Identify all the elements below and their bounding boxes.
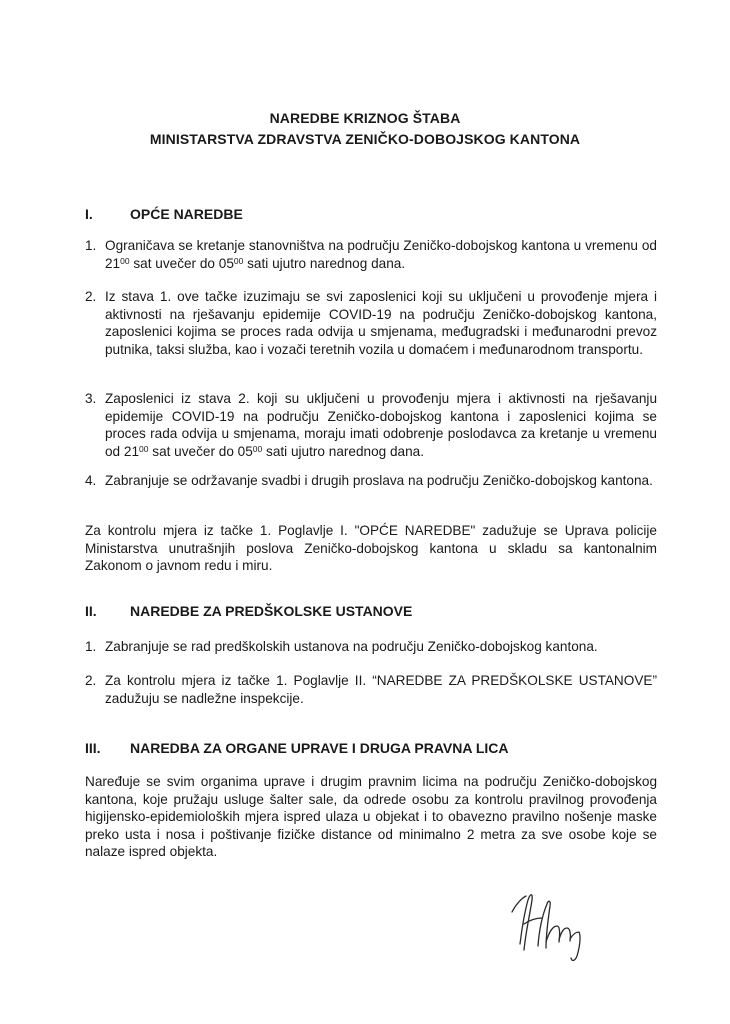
section-2-number: II. <box>85 603 97 619</box>
section-1-number: I. <box>85 206 93 222</box>
section-1-item-3 <box>85 390 657 460</box>
item-number: 1. <box>85 639 97 654</box>
section-3-title: NAREDBA ZA ORGANE UPRAVE I DRUGA PRAVNA LICA <box>130 740 509 756</box>
item-text: Iz stava 1. ove tačke izuzimaju se svi zaposlenici koji su uključeni u provođenje mjera i aktivnosti na rješavanju epidemije COVID-19 na području Zeničko-dobojskog kantona, zaposlenici kojima se proces rada odvija u smjenama, međugradski i međunarodni prevoz putnika, taksi služba, kao i vozači teretnih vozila u domaćem i međunarodnom transportu. <box>105 289 657 357</box>
item-text: Zabranjuje se održavanje svadbi i drugih proslava na području Zeničko-dobojskog kantona. <box>105 473 653 488</box>
item-number: 2. <box>85 289 97 304</box>
item-text: Zaposlenici iz stava 2. koji su uključeni u provođenju mjera i aktivnosti na rješavanju epidemije COVID-19 na području Zeničko-dobojskog kantona i zaposlenici kojima se proces rada odvija u smjenama, moraju imati odobrenje poslodavca za kretanje u vremenu od $21^{00}$ sat uvečer do $05^{00}$ sati ujutro narednog dana. <box>105 391 657 459</box>
section-1-heading <box>85 206 243 222</box>
item-number: 4. <box>85 473 97 488</box>
document-title-line-2: MINISTARSTVA ZDRAVSTVA ZENIČKO-DOBOJSKOG KANTONA <box>149 131 581 147</box>
item-number: 3. <box>85 391 97 406</box>
signature-image <box>502 884 592 964</box>
section-3-number: III. <box>85 740 101 756</box>
document-title-line-1: NAREDBE KRIZNOG ŠTABA <box>269 110 461 126</box>
section-1-item-2 <box>85 288 657 358</box>
section-2-heading <box>85 603 412 619</box>
section-3-heading <box>85 740 509 756</box>
section-3-paragraph: Naređuje se svim organima uprave i drugim pravnim licima na području Zeničko-dobojskog kantona, koje pružaju usluge šalter sale, da odrede osobu za kontrolu pravilnog provođenja higijensko-epidemioloških mjera ispred ulaza u objekat i to obavezno pravilno nošenje maske preko usta i nosa i poštivanje fizičke distance od minimalno 2 metra za sve osobe koje se nalaze ispred objekta. <box>85 774 657 860</box>
section-2-title: NAREDBE ZA PREDŠKOLSKE USTANOVE <box>130 603 413 619</box>
section-1-closing-paragraph: Za kontrolu mjera iz tačke 1. Poglavlje I. "OPĆE NAREDBE" zadužuje se Uprava policije Ministarstva unutrašnjih poslova Zeničko-dobojskog kantona u skladu sa kantonalnim Zakonom o javnom redu i miru. <box>85 523 657 574</box>
section-1-item-1 <box>85 237 657 272</box>
item-text: Zabranjuje se rad predškolskih ustanova na području Zeničko-dobojskog kantona. <box>105 639 598 654</box>
section-1-item-4 <box>85 472 657 490</box>
item-text: Ograničava se kretanje stanovništva na području Zeničko-dobojskog kantona u vremenu od $21^{00}$ sat uvečer do $05^{00}$ sati ujutro narednog dana. <box>105 238 657 271</box>
item-number: 2. <box>85 673 97 688</box>
item-text: Za kontrolu mjera iz tačke 1. Poglavlje II. “NAREDBE ZA PREDŠKOLSKE USTANOVE” zadužuju se nadležne inspekcije. <box>105 673 657 706</box>
section-2-item-2 <box>85 672 657 707</box>
section-1-title: OPĆE NAREDBE <box>130 206 243 222</box>
item-number: 1. <box>85 238 97 253</box>
section-2-item-1 <box>85 638 657 656</box>
